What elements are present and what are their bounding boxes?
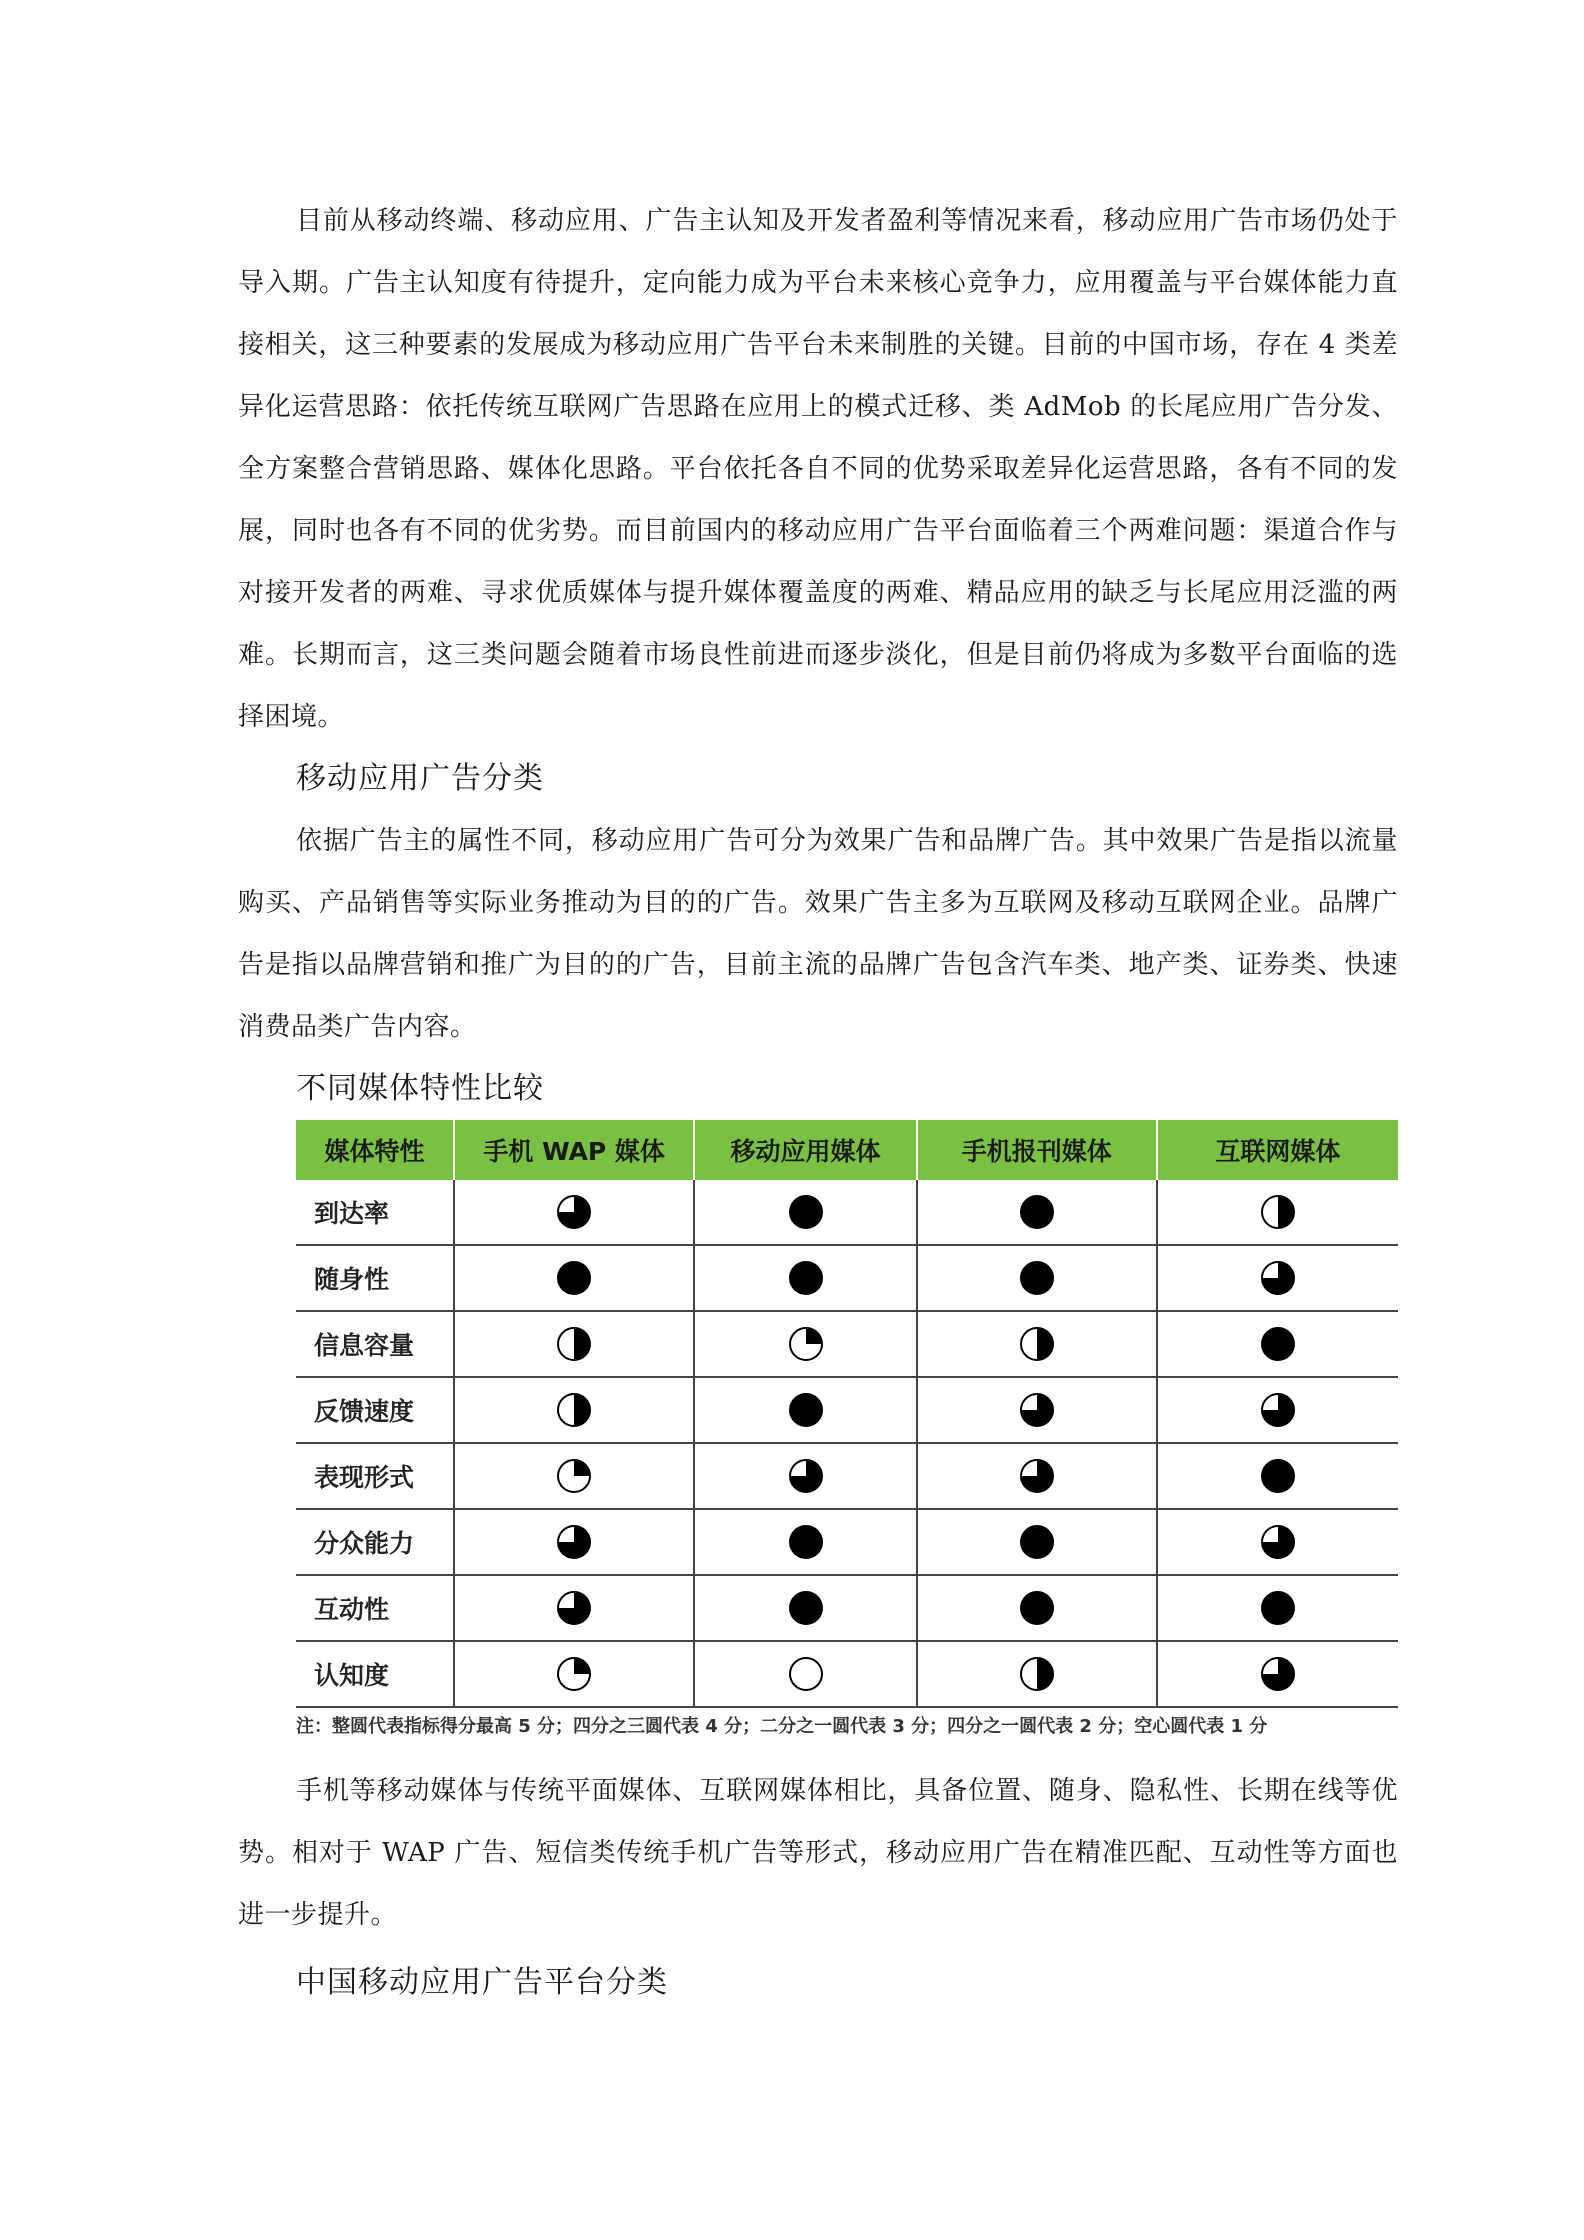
harvey-ball-icon [555,1193,593,1231]
score-cell [454,1509,694,1575]
harvey-ball-icon [787,1523,825,1561]
header-cell-news: 手机报刊媒体 [917,1120,1157,1180]
score-cell [454,1180,694,1245]
harvey-ball-icon [787,1193,825,1231]
header-cell-internet: 互联网媒体 [1157,1120,1398,1180]
score-cell [1157,1509,1398,1575]
score-cell [917,1377,1157,1443]
score-cell [454,1377,694,1443]
row-label: 到达率 [296,1180,454,1245]
harvey-ball-icon [1259,1523,1297,1561]
score-cell [1157,1311,1398,1377]
harvey-ball-icon [1018,1193,1056,1231]
harvey-ball-icon [555,1655,593,1693]
media-comparison-table [296,1120,1398,1708]
score-cell [1157,1180,1398,1245]
score-cell [1157,1641,1398,1707]
table-row [296,1641,1398,1707]
harvey-ball-icon [555,1457,593,1495]
row-label: 分众能力 [296,1509,454,1575]
media-comparison-table-wrap [296,1120,1398,1742]
harvey-ball-icon [787,1325,825,1363]
score-cell [917,1180,1157,1245]
score-cell [694,1575,916,1641]
score-cell [917,1245,1157,1311]
advantage-paragraph: 手机等移动媒体与传统平面媒体、互联网媒体相比，具备位置、随身、隐私性、长期在线等优势。相对于 WAP 广告、短信类传统手机广告等形式，移动应用广告在精准匹配、互动性等方面也进一步提升。 [238,1776,1398,1930]
harvey-ball-icon [1259,1193,1297,1231]
harvey-ball-icon [1018,1325,1056,1363]
score-cell [694,1443,916,1509]
row-label: 互动性 [296,1575,454,1641]
score-cell [917,1443,1157,1509]
score-cell [694,1641,916,1707]
score-cell [917,1311,1157,1377]
score-cell [1157,1377,1398,1443]
row-label: 认知度 [296,1641,454,1707]
harvey-ball-icon [1259,1457,1297,1495]
score-cell [694,1311,916,1377]
document-page [238,190,1398,2014]
harvey-ball-icon [1018,1457,1056,1495]
score-cell [694,1509,916,1575]
harvey-ball-icon [555,1259,593,1297]
score-cell [1157,1443,1398,1509]
harvey-ball-icon [787,1457,825,1495]
harvey-ball-icon [1018,1391,1056,1429]
heading-ad-classification: 移动应用广告分类 [296,761,544,796]
heading-media-comparison: 不同媒体特性比较 [296,1071,544,1106]
table-header-row [296,1120,1398,1180]
harvey-ball-icon [787,1391,825,1429]
table-row [296,1311,1398,1377]
score-cell [917,1575,1157,1641]
score-cell [694,1180,916,1245]
table-row [296,1509,1398,1575]
harvey-ball-icon [555,1391,593,1429]
harvey-ball-icon [1018,1589,1056,1627]
header-cell-wap: 手机 WAP 媒体 [454,1120,694,1180]
score-cell [694,1245,916,1311]
score-cell [454,1443,694,1509]
score-cell [694,1377,916,1443]
row-label: 表现形式 [296,1443,454,1509]
score-cell [454,1311,694,1377]
row-label: 随身性 [296,1245,454,1311]
row-label: 信息容量 [296,1311,454,1377]
table-row [296,1245,1398,1311]
harvey-ball-icon [1259,1655,1297,1693]
harvey-ball-icon [787,1589,825,1627]
header-cell-feature: 媒体特性 [296,1120,454,1180]
row-label: 反馈速度 [296,1377,454,1443]
harvey-ball-icon [1259,1259,1297,1297]
score-cell [1157,1245,1398,1311]
table-row [296,1377,1398,1443]
score-cell [917,1509,1157,1575]
harvey-ball-icon [787,1655,825,1693]
table-row [296,1443,1398,1509]
header-cell-app: 移动应用媒体 [694,1120,916,1180]
score-cell [917,1641,1157,1707]
harvey-ball-icon [1018,1259,1056,1297]
intro-paragraph: 目前从移动终端、移动应用、广告主认知及开发者盈利等情况来看，移动应用广告市场仍处于导入期。广告主认知度有待提升，定向能力成为平台未来核心竞争力，应用覆盖与平台媒体能力直接相关，这三种要素的发展成为移动应用广告平台未来制胜的关键。目前的中国市场，存在 4 类差异化运营思路：依托传统互联网广告思路在应用上的模式迁移、类 AdMob 的长尾应用广告分发、全方案整合营销思路、媒体化思路。平台依托各自不同的优势采取差异化运营思路，各有不同的发展，同时也各有不同的优劣势。而目前国内的移动应用广告平台面临着三个两难问题：渠道合作与对接开发者的两难、寻求优质媒体与提升媒体覆盖度的两难、精品应用的缺乏与长尾应用泛滥的两难。长期而言，这三类问题会随着市场良性前进而逐步淡化，但是目前仍将成为多数平台面临的选择困境。 [238,206,1398,732]
heading-platform-classification: 中国移动应用广告平台分类 [296,1965,668,2000]
score-cell [1157,1575,1398,1641]
score-cell [454,1245,694,1311]
harvey-ball-icon [1018,1523,1056,1561]
harvey-ball-icon [555,1523,593,1561]
harvey-ball-icon [1259,1589,1297,1627]
harvey-ball-icon [1259,1391,1297,1429]
harvey-ball-icon [787,1259,825,1297]
table-row [296,1180,1398,1245]
score-cell [454,1641,694,1707]
classification-paragraph: 依据广告主的属性不同，移动应用广告可分为效果广告和品牌广告。其中效果广告是指以流量购买、产品销售等实际业务推动为目的的广告。效果广告主多为互联网及移动互联网企业。品牌广告是指以品牌营销和推广为目的的广告，目前主流的品牌广告包含汽车类、地产类、证券类、快速消费品类广告内容。 [238,826,1398,1042]
table-body [296,1180,1398,1707]
table-note: 注：整圆代表指标得分最高 5 分；四分之三圆代表 4 分；二分之一圆代表 3 分；四分之一圆代表 2 分；空心圆代表 1 分 [296,1716,1268,1737]
harvey-ball-icon [1259,1325,1297,1363]
harvey-ball-icon [1018,1655,1056,1693]
harvey-ball-icon [555,1589,593,1627]
table-row [296,1575,1398,1641]
score-cell [454,1575,694,1641]
harvey-ball-icon [555,1325,593,1363]
